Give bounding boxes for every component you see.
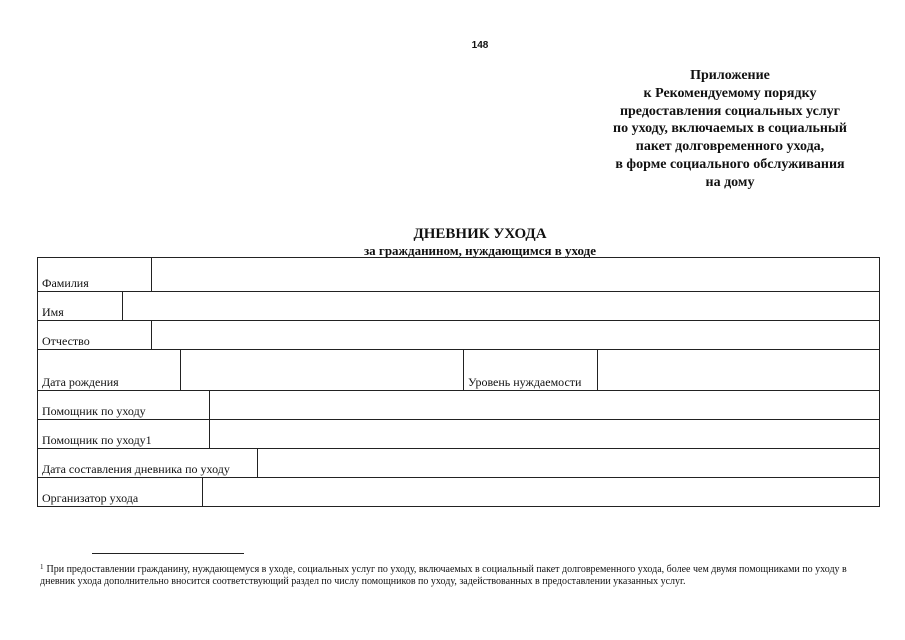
row-surname <box>38 258 879 292</box>
care-organizer-label: Организатор ухода <box>38 478 203 506</box>
appendix-line: Приложение <box>690 68 770 83</box>
care-diary-form <box>37 257 880 507</box>
appendix-line: к Рекомендуемому порядку <box>643 85 817 101</box>
birthdate-label: Дата рождения <box>38 350 181 390</box>
footnote-marker: 1 <box>40 563 44 571</box>
care-organizer-field[interactable] <box>203 478 879 506</box>
row-patronymic <box>38 321 879 350</box>
name-field[interactable] <box>123 292 879 320</box>
care-assistant-1-field[interactable] <box>210 420 879 448</box>
row-care-organizer <box>38 478 879 506</box>
page-number: 148 <box>471 40 489 51</box>
footnote-divider <box>92 553 244 554</box>
birthdate-field[interactable] <box>181 350 464 390</box>
surname-field[interactable] <box>152 258 879 291</box>
footnote-text: При предоставлении гражданину, нуждающемуся в уходе, социальных услуг по уходу, включаемых в социальный пакет долговременного ухода, более чем двумя помощниками по уходу в дневник ухода дополнительно вносится соответствующий раздел по числу помощников по уходу, задействованных в предоставлении указанных услуг. <box>40 564 847 587</box>
patronymic-label: Отчество <box>38 321 152 349</box>
appendix-line: на дому <box>705 174 755 190</box>
diary-date-field[interactable] <box>258 449 879 477</box>
need-level-field[interactable] <box>598 350 879 390</box>
care-assistant-field[interactable] <box>210 391 879 419</box>
appendix-line: пакет долговременного ухода, <box>635 139 825 155</box>
document-subtitle: за гражданином, нуждающимся в уходе <box>363 243 597 258</box>
document-title: ДНЕВНИК УХОДА <box>413 226 547 242</box>
appendix-header <box>590 67 870 192</box>
name-label: Имя <box>38 292 123 320</box>
row-diary-date <box>38 449 879 478</box>
row-care-assistant-1 <box>38 420 879 449</box>
row-name <box>38 292 879 321</box>
row-birthdate <box>38 350 879 391</box>
row-care-assistant <box>38 391 879 420</box>
surname-label: Фамилия <box>38 258 152 291</box>
footnote <box>40 561 880 588</box>
need-level-label: Уровень нуждаемости <box>464 350 598 390</box>
patronymic-field[interactable] <box>152 321 879 349</box>
care-assistant-1-label: Помощник по уходу1 <box>38 420 210 448</box>
appendix-line: в форме социального обслуживания <box>615 156 845 172</box>
care-assistant-label: Помощник по уходу <box>38 391 210 419</box>
diary-date-label: Дата составления дневника по уходу <box>38 449 258 477</box>
appendix-line: предоставления социальных услуг <box>619 103 841 119</box>
appendix-line: по уходу, включаемых в социальный <box>613 121 847 137</box>
